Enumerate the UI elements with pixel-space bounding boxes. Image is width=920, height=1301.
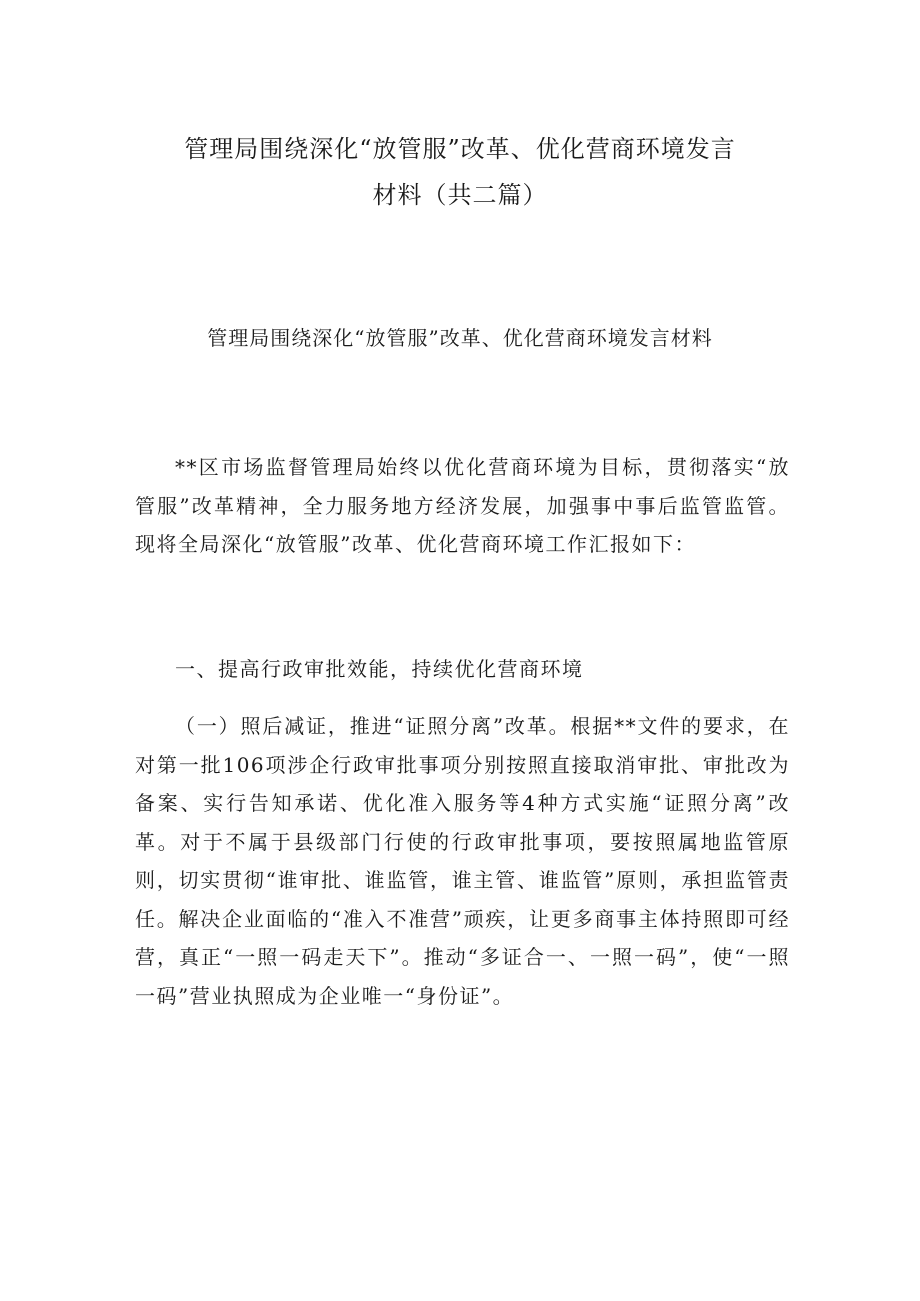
document-title-line-2: 材料（共二篇） — [372, 181, 548, 209]
section-heading: 一、提高行政审批效能，持续优化营商环境 — [175, 657, 584, 681]
body-paragraph: （一）照后减证，推进“证照分离”改革。根据**文件的要求，在对第一批106项涉企行政审批事项分别按照直接取消审批、审批改为备案、实行告知承诺、优化准入服务等4种方式实施“证照分离”改革。对于不属于县级部门行使的行政审批事项，要按照属地监管原则，切实贯彻“谁审批、谁监管，谁主管、谁监管”原则，承担监管责任。解决企业面临的“准入不准营”顽疾，让更多商事主体持照即可经营，真正“一照一码走天下”。推动“多证合一、一照一码”，使“一照一码”营业执照成为企业唯一“身份证”。 — [135, 714, 790, 1008]
document-title-line-1: 管理局围绕深化“放管服”改革、优化营商环境发言 — [184, 135, 736, 163]
section-subtitle: 管理局围绕深化“放管服”改革、优化营商环境发言材料 — [207, 326, 713, 350]
intro-paragraph: **区市场监督管理局始终以优化营商环境为目标，贯彻落实“放管服”改革精神，全力服务地方经济发展，加强事中事后监管监管。现将全局深化“放管服”改革、优化营商环境工作汇报如下： — [135, 455, 790, 556]
